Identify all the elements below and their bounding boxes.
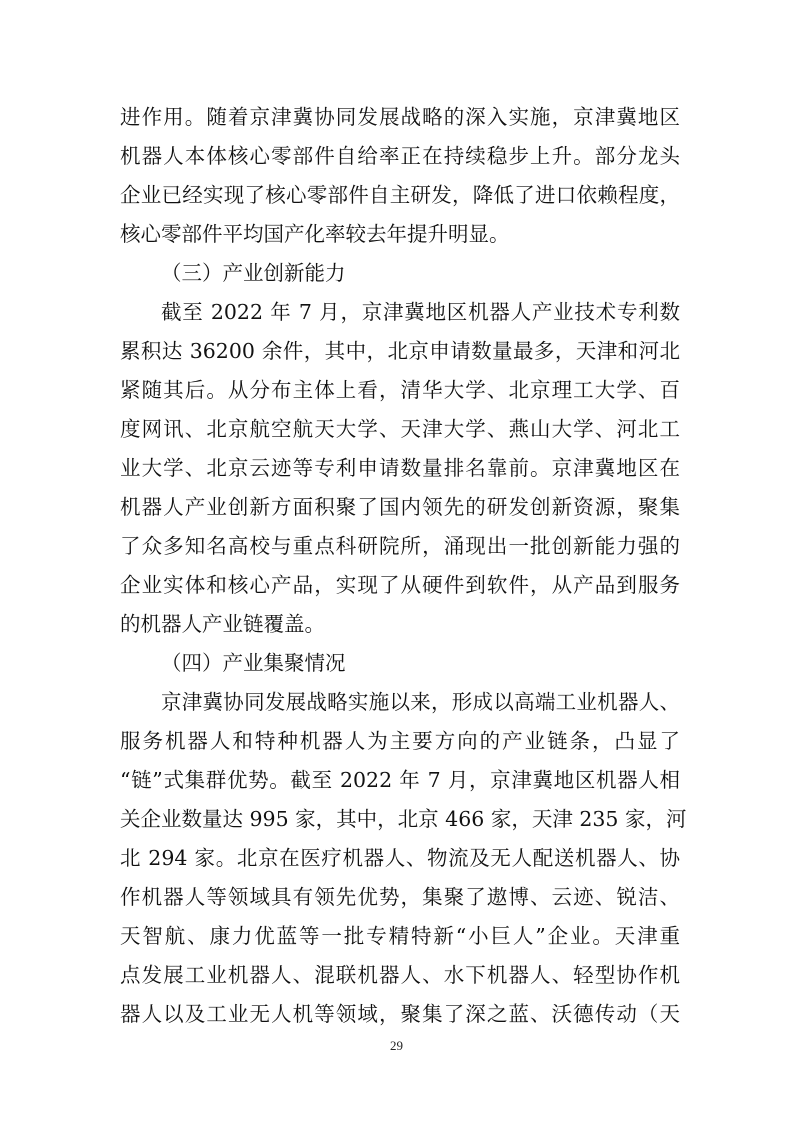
- text-line: 了众多知名高校与重点科研院所，涌现出一批创新能力强的: [120, 534, 680, 558]
- text-line: 北 294 家。北京在医疗机器人、物流及无人配送机器人、协: [120, 846, 680, 870]
- paragraph-2: [120, 293, 680, 644]
- text-line: 关企业数量达 995 家，其中，北京 466 家，天津 235 家，河: [120, 807, 687, 831]
- text-line: 点发展工业机器人、混联机器人、水下机器人、轻型协作机: [120, 963, 680, 987]
- paragraph-3: [120, 683, 687, 1034]
- document-body: [120, 98, 687, 1034]
- text-line: 截至 2022 年 7 月，京津冀地区机器人产业技术专利数: [161, 300, 680, 324]
- page-number: 29: [390, 1038, 403, 1053]
- text-line: 机器人本体核心零部件自给率正在持续稳步上升。部分龙头: [120, 144, 680, 168]
- text-line: 企业已经实现了核心零部件自主研发，降低了进口依赖程度，: [120, 183, 680, 207]
- section-heading-cluster: （四）产业集聚情况: [161, 651, 346, 675]
- paragraph-1: [120, 98, 680, 254]
- text-line: “链”式集群优势。截至 2022 年 7 月，京津冀地区机器人相: [120, 768, 680, 792]
- text-line: 累积达 36200 余件，其中，北京申请数量最多，天津和河北: [120, 339, 680, 363]
- text-line: 机器人产业创新方面积聚了国内领先的研发创新资源，聚集: [120, 495, 680, 519]
- text-line: 作机器人等领域具有领先优势，集聚了遨博、云迹、锐洁、: [120, 885, 680, 909]
- text-line: 企业实体和核心产品，实现了从硬件到软件，从产品到服务: [120, 573, 680, 597]
- section-heading-innovation: （三）产业创新能力: [161, 261, 346, 285]
- text-line: 服务机器人和特种机器人为主要方向的产业链条，凸显了: [120, 729, 680, 753]
- text-line: 紧随其后。从分布主体上看，清华大学、北京理工大学、百: [120, 378, 680, 402]
- text-line: 京津冀协同发展战略实施以来，形成以高端工业机器人、: [161, 690, 680, 714]
- text-line: 核心零部件平均国产化率较去年提升明显。: [120, 222, 510, 246]
- text-line: 业大学、北京云迹等专利申请数量排名靠前。京津冀地区在: [120, 456, 680, 480]
- text-line: 器人以及工业无人机等领域，聚集了深之蓝、沃德传动（天: [120, 1002, 680, 1026]
- text-line: 度网讯、北京航空航天大学、天津大学、燕山大学、河北工: [120, 417, 680, 441]
- text-line: 的机器人产业链覆盖。: [120, 612, 325, 636]
- text-line: 天智航、康力优蓝等一批专精特新“小巨人”企业。天津重: [120, 924, 680, 948]
- text-line: 进作用。随着京津冀协同发展战略的深入实施，京津冀地区: [120, 105, 680, 129]
